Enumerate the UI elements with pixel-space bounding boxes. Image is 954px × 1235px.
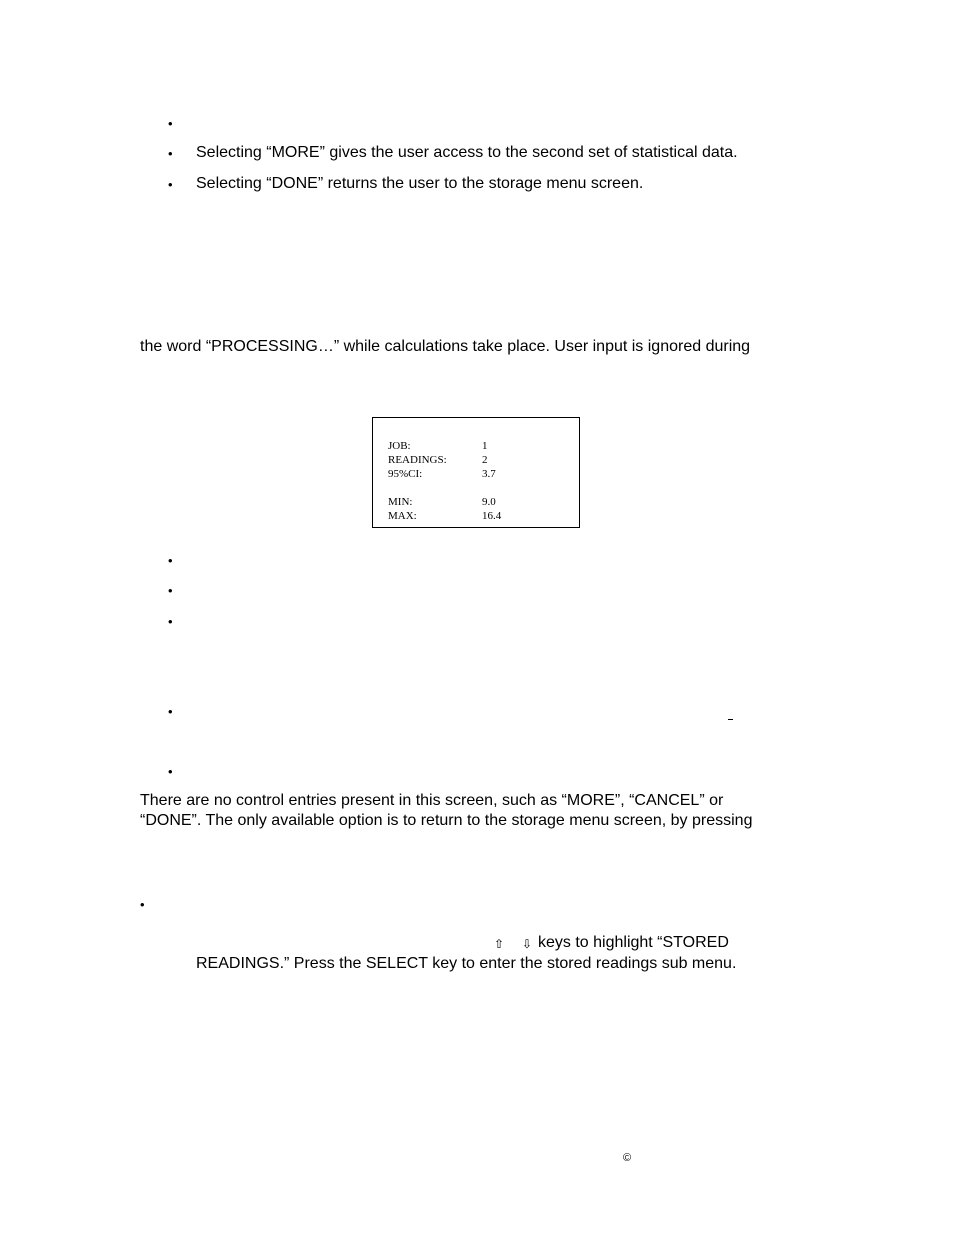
- screen-value: 9.0: [482, 496, 496, 508]
- stray-underline-mark: [728, 719, 733, 720]
- copyright-symbol: ©: [623, 1152, 632, 1164]
- up-arrow-icon: ⇧: [494, 937, 505, 951]
- bullet-marker: •: [168, 583, 173, 598]
- screen-value: 3.7: [482, 468, 496, 480]
- processing-paragraph-line: the word “PROCESSING…” while calculations take place. User input is ignored during: [140, 338, 751, 355]
- screen-label: 95%CI:: [388, 468, 423, 480]
- step-line-2: READINGS.” Press the SELECT key to enter the stored readings sub menu.: [196, 955, 737, 972]
- bullet-marker: •: [168, 116, 173, 131]
- screen-value: 16.4: [482, 510, 502, 522]
- screen-value: 1: [482, 440, 488, 452]
- screen-label: MAX:: [388, 510, 417, 522]
- down-arrow-icon: ⇩: [522, 937, 533, 951]
- no-controls-paragraph-line-2: “DONE”. The only available option is to return to the storage menu screen, by pressing: [140, 812, 753, 829]
- bullet-marker: •: [168, 614, 173, 629]
- bullet-marker: •: [168, 553, 173, 568]
- bullet-marker: •: [168, 764, 173, 779]
- screen-value: 2: [482, 454, 488, 466]
- screen-label: READINGS:: [388, 454, 447, 466]
- screen-label: JOB:: [388, 440, 411, 452]
- bullet-marker: •: [168, 704, 173, 719]
- screen-label: MIN:: [388, 496, 413, 508]
- no-controls-paragraph-line-1: There are no control entries present in this screen, such as “MORE”, “CANCEL” or: [140, 792, 724, 809]
- bullet-marker: •: [168, 177, 173, 192]
- device-screen-display: [372, 417, 580, 528]
- list-item-more: Selecting “MORE” gives the user access to the second set of statistical data.: [196, 144, 738, 161]
- step-line-1: keys to highlight “STORED: [538, 934, 729, 951]
- list-item-done: Selecting “DONE” returns the user to the storage menu screen.: [196, 175, 644, 192]
- bullet-marker: •: [168, 146, 173, 161]
- bullet-marker: •: [140, 897, 145, 912]
